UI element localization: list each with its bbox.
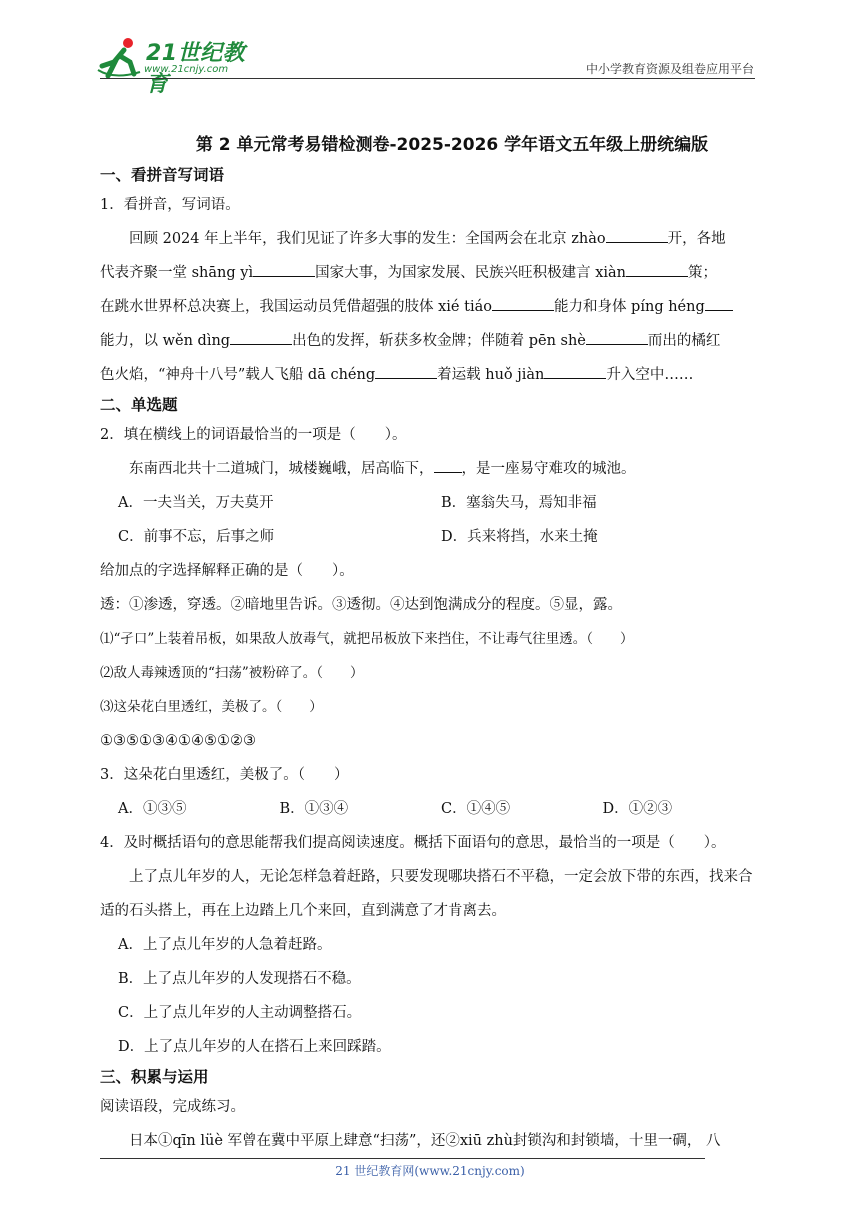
option-b[interactable]: B．①③④ [279,801,349,817]
option-c[interactable]: C．①④⑤ [441,801,511,817]
logo [94,36,264,97]
option-d[interactable]: D．上了点儿年岁的人在搭石上来回踩踏。 [118,1039,391,1055]
circled-numbers: ①③⑤①③④①④⑤①②③ [100,733,256,749]
q1-passage-line-5: 色火焰，“神舟十八号”载人飞船 dā chéng 着运载 huǒ jiàn 升入空中…… [100,358,764,392]
option-b[interactable]: B．上了点儿年岁的人发现搭石不稳。 [118,971,361,987]
q4-stem: 4．及时概括语句的意思能帮我们提高阅读速度。概括下面语句的意思，最恰当的一项是（ ）。 [100,835,726,851]
logo-text: 21世纪教育 [146,41,246,97]
answer-blank[interactable] [375,360,437,379]
q1-passage-line-2: 代表齐聚一堂 shāng yì 国家大事，为国家发展、民族兴旺积极建言 xiàn 策； [100,256,764,290]
option-a[interactable]: A．一夫当关，万夫莫开 [118,495,274,511]
answer-blank[interactable] [253,258,315,277]
option-c[interactable]: C．上了点儿年岁的人主动调整搭石。 [118,1005,362,1021]
document-body [100,128,764,1158]
answer-blank[interactable] [606,224,668,243]
answer-blank[interactable] [544,360,606,379]
definition-list: 透：①渗透，穿透。②暗地里告诉。③透彻。④达到饱满成分的程度。⑤显，露。 [100,597,622,613]
page-header [0,0,860,97]
answer-blank[interactable] [434,454,462,473]
q2-options-row-2 [100,520,764,554]
option-a[interactable]: A．上了点儿年岁的人急着赶路。 [118,937,332,953]
footer-divider [100,1158,705,1159]
option-d[interactable]: D．兵来将挡，水来土掩 [441,529,598,545]
q2-stem: 2．填在横线上的词语最恰当的一项是（ ）。 [100,427,407,443]
answer-blank[interactable] [586,326,648,345]
q5-passage: 日本①qīn lüè 军曾在冀中平原上肆意“扫荡”，还②xiū zhù封锁沟和封锁墙，十里一碉， 八 [129,1133,721,1149]
q3-options [100,792,764,826]
q2-passage: 东南西北共十二道城门，城楼巍峨，居高临下， ，是一座易守难攻的城池。 [100,452,764,486]
answer-blank[interactable] [626,258,688,277]
runner-logo-icon [94,36,144,80]
q1-passage-line-4: 能力，以 wěn dìng 出色的发挥，斩获多枚金牌；伴随着 pēn shè 而出的橘红 [100,324,764,358]
answer-blank[interactable] [492,292,554,311]
q1-passage: 回顾 2024 年上半年，我们见证了许多大事的发生：全国两会在北京 zhào 开，各地 [100,222,764,256]
sub-question-3: ⑶这朵花白里透红，美极了。（ ） [100,699,323,715]
option-d[interactable]: D．①②③ [602,801,673,817]
q2-options-row-1 [100,486,764,520]
sub-question-1: ⑴“孑口”上装着吊板，如果敌人放毒气，就把吊板放下来挡住，不让毒气往里透。（ ） [100,631,634,647]
q1-stem: 1．看拼音，写词语。 [100,197,240,213]
answer-blank[interactable] [230,326,292,345]
logo-url: www.21cnjy.com [144,64,229,75]
answer-blank[interactable] [705,292,733,311]
q5-stem: 阅读语段，完成练习。 [100,1099,245,1115]
option-c[interactable]: C．前事不忘，后事之师 [118,529,275,545]
footer-text: 21 世纪教育网(www.21cnjy.com) [335,1164,525,1178]
header-platform-text: 中小学教育资源及组卷应用平台 [585,62,754,76]
sub-question-2: ⑵敌人毒辣透顶的“扫荡”被粉碎了。（ ） [100,665,364,681]
q1-passage-line-3: 在跳水世界杯总决赛上，我国运动员凭借超强的肢体 xié tiáo 能力和身体 píng héng [100,290,764,324]
option-a[interactable]: A．①③⑤ [118,801,187,817]
section-heading-3: 三、积累与运用 [100,1068,209,1086]
q4-passage: 上了点儿年岁的人，无论怎样急着赶路，只要发现哪块搭石不平稳，一定会放下带的东西，找来合适的石头搭上，再在上边踏上几个来回，直到满意了才肯离去。 [100,869,753,919]
q3-stem: 3．这朵花白里透红，美极了。（ ） [100,767,349,783]
sub-stem: 给加点的字选择解释正确的是（ ）。 [100,563,354,579]
option-b[interactable]: B．塞翁失马，焉知非福 [441,495,597,511]
section-heading-1: 一、看拼音写词语 [100,166,225,184]
section-heading-2: 二、单选题 [100,396,178,414]
header-divider [100,78,755,79]
page-title: 第 2 单元常考易错检测卷-2025-2026 学年语文五年级上册统编版 [195,135,709,155]
